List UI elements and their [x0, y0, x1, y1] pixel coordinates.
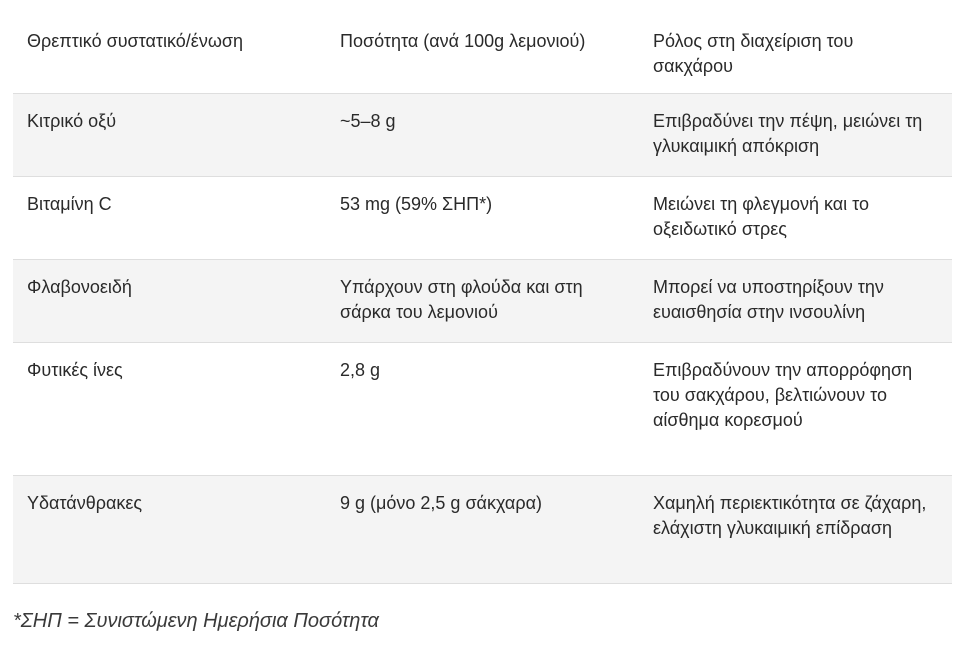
- table-row: [13, 260, 952, 343]
- table-row: [13, 476, 952, 584]
- cell-role: Επιβραδύνουν την απορρόφηση του σακχάρου, βελτιώνουν το αίσθημα κορεσμού: [639, 343, 952, 476]
- table-row: [13, 94, 952, 177]
- nutrient-table: [13, 13, 952, 584]
- column-header-amount: Ποσότητα (ανά 100g λεμονιού): [340, 31, 586, 51]
- cell-nutrient: Βιταμίνη C: [13, 177, 326, 260]
- column-header-role: Ρόλος στη διαχείριση του σακχάρου: [653, 31, 854, 76]
- cell-amount: 53 mg (59% ΣΗΠ*): [326, 177, 639, 260]
- cell-role: Μπορεί να υποστηρίξουν την ευαισθησία στην ινσουλίνη: [639, 260, 952, 343]
- cell-amount: Υπάρχουν στη φλούδα και στη σάρκα του λεμονιού: [326, 260, 639, 343]
- cell-role: Χαμηλή περιεκτικότητα σε ζάχαρη, ελάχιστη γλυκαιμική επίδραση: [639, 476, 952, 584]
- table-row: [13, 343, 952, 476]
- cell-nutrient: Φλαβονοειδή: [13, 260, 326, 343]
- table-header-row: [13, 13, 952, 94]
- cell-nutrient: Κιτρικό οξύ: [13, 94, 326, 177]
- cell-nutrient: Φυτικές ίνες: [13, 343, 326, 476]
- nutrient-table-container: [13, 13, 952, 584]
- cell-amount: 9 g (μόνο 2,5 g σάκχαρα): [326, 476, 639, 584]
- column-header-nutrient: Θρεπτικό συστατικό/ένωση: [27, 31, 244, 51]
- table-row: [13, 177, 952, 260]
- cell-role: Μειώνει τη φλεγμονή και το οξειδωτικό στρες: [639, 177, 952, 260]
- cell-amount: 2,8 g: [326, 343, 639, 476]
- footnote: *ΣΗΠ = Συνιστώμενη Ημερήσια Ποσότητα: [13, 610, 379, 632]
- cell-amount: ~5–8 g: [326, 94, 639, 177]
- cell-nutrient: Υδατάνθρακες: [13, 476, 326, 584]
- cell-role: Επιβραδύνει την πέψη, μειώνει τη γλυκαιμική απόκριση: [639, 94, 952, 177]
